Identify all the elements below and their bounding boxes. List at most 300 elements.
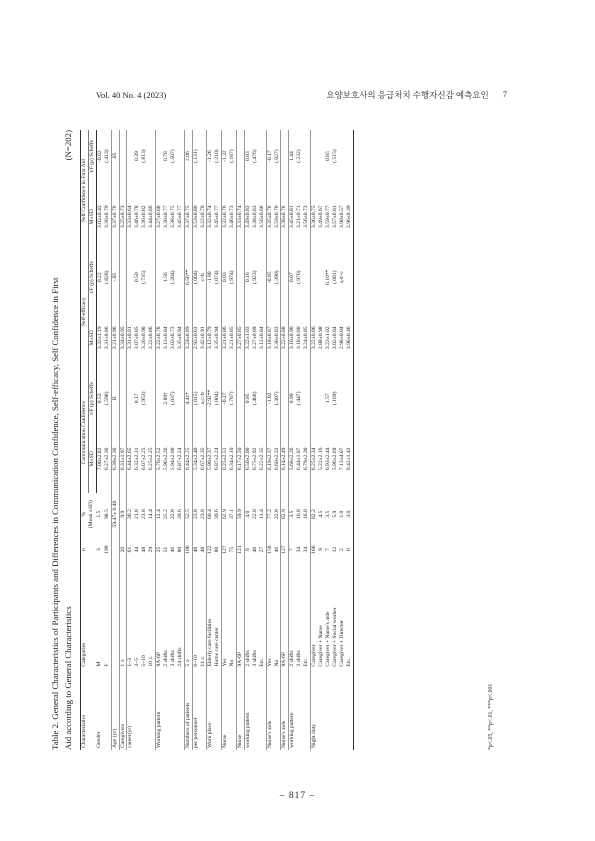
- table-cell: 6.25±2.34: [311, 424, 318, 493]
- table-cell: 6.93±2.44: [324, 447, 331, 471]
- table-cell: 27: [258, 546, 265, 553]
- table-cell: 3.13±0.84: [162, 326, 169, 350]
- table-cell: (.953): [141, 391, 148, 406]
- table-cell: 3.21±0.85: [229, 326, 236, 350]
- table-cell: 5.70±2.52: [156, 424, 163, 493]
- col-tf: t/F (p) Scheffe: [88, 372, 96, 424]
- table-cell: 6.79±2.30: [303, 447, 310, 471]
- table-cell: 0.78: [162, 151, 169, 162]
- table-cell: 44: [134, 546, 141, 553]
- table-cell: 6.17±2.50: [237, 424, 245, 493]
- table-cell: 3.45±0.81: [289, 182, 296, 251]
- table-cell: 3.33±0.74: [237, 182, 245, 251]
- journal-volume: Vol. 40 No. 4 (2023): [96, 90, 167, 100]
- table-cell: [237, 130, 245, 182]
- table-cell: [318, 669, 325, 750]
- table-cell: 3.34±0.95: [119, 303, 127, 372]
- table-cell: 3.12±0.84: [258, 326, 265, 350]
- table-cell: 4.5: [318, 510, 324, 518]
- table-cell: 0.17: [134, 393, 141, 404]
- table-cell: 3.22±0.88: [281, 303, 289, 372]
- table-cell: [346, 251, 353, 303]
- table-row: [229, 130, 236, 750]
- table-cell: per personnel: [192, 669, 199, 750]
- table-cell: 3.24±0.89: [184, 303, 192, 372]
- col-tf: t/F (p) Scheffe: [88, 130, 96, 182]
- table-cell: 6.32±2.31: [134, 447, 141, 471]
- table-cell: 3.12±0.79: [207, 303, 214, 372]
- table-cell: (.169): [331, 391, 338, 406]
- table-row: [207, 130, 214, 750]
- table-cell: 7: [289, 535, 296, 564]
- rotated-table-region: [50, 130, 500, 750]
- sample-size: (N=202): [63, 130, 73, 161]
- table-footnote: *p<.05, **p<.01, ***p<.001: [488, 683, 494, 750]
- table-cell: 3.57±0.81: [331, 205, 338, 229]
- table-cell: 6.56**: [184, 251, 192, 303]
- table-cell: 3.27±0.89: [251, 326, 258, 350]
- table-row: [104, 130, 111, 750]
- table-cell: 3.21±0.71: [296, 205, 303, 229]
- table-cell: 14.4: [148, 509, 155, 520]
- table-cell: 5.22±2.16: [318, 447, 324, 471]
- table-cell: 3.56±0.66: [258, 205, 265, 229]
- table-caption: Table 2. General Characteristics of Participants and Differences in Communication Confidence, Self-efficacy, Self Confidence in First: [50, 277, 60, 750]
- table-cell: 127: [281, 535, 289, 564]
- table-row: [170, 130, 177, 750]
- table-cell: M: [96, 661, 103, 667]
- table-cell: 5.68±2.26: [289, 424, 296, 493]
- table-cell: 34: [303, 546, 310, 553]
- table-cell: working pattern: [289, 669, 296, 750]
- col-msd: M±SD: [88, 303, 96, 372]
- table-cell: [281, 130, 289, 182]
- table-cell: 3.30±0.83: [273, 326, 280, 350]
- table-cell: 6.22±2.35: [258, 447, 265, 471]
- table-cell: 22.8: [169, 509, 176, 520]
- table-cell: 0.85: [244, 372, 251, 424]
- table-cell: 3.49±0.67: [318, 205, 324, 229]
- table-cell: (.476): [251, 149, 258, 163]
- table-cell: working pattern: [244, 669, 251, 750]
- table-cell: 2.98±0.04: [338, 326, 345, 350]
- table-cell: [156, 130, 163, 182]
- table-cell: 7: [324, 548, 331, 552]
- table-cell: 75: [229, 546, 236, 553]
- table-cell: 0.03: [222, 251, 229, 303]
- table-cell: (.210): [214, 149, 221, 163]
- table-row: [296, 130, 303, 750]
- table-cell: [303, 251, 310, 303]
- table-cell: 6.07±2.25: [141, 447, 148, 471]
- table-cell: 8: [244, 535, 251, 564]
- table-cell: 3.18±0.87: [266, 303, 273, 372]
- table-cell: 6.14±2.49: [281, 424, 289, 493]
- table-cell: 6.25±2.25: [148, 447, 155, 471]
- table-row: [96, 130, 103, 750]
- table-cell: 5.90±2.37: [207, 424, 214, 493]
- table-cell: [177, 130, 184, 182]
- table-cell: 3.03±0.73: [169, 326, 176, 350]
- table-row: [252, 130, 259, 750]
- table-cell: 6.10**: [324, 269, 331, 285]
- table-cell: 3.36±0.82: [141, 205, 148, 229]
- table-cell: (.735): [141, 270, 148, 284]
- table-cell: 3.0: [346, 493, 353, 535]
- table-cell: 80: [214, 546, 221, 553]
- table-cell: 3.07±0.85: [134, 326, 141, 350]
- table-cell: [156, 251, 163, 303]
- table-cell: (.074): [214, 270, 221, 284]
- table-cell: 48: [192, 535, 199, 564]
- table-cell: 5.34±2.40: [192, 424, 199, 493]
- table-cell: [339, 130, 346, 182]
- table-cell: 1.0: [338, 510, 345, 518]
- table-cell: 3.38±0.75: [169, 205, 176, 229]
- table-cell: 10 ≤: [148, 656, 155, 667]
- table-cell: 6.50±2.00: [244, 424, 251, 493]
- table-cell: (.004): [214, 391, 221, 406]
- table-cell: 3 shifts: [296, 650, 303, 667]
- table-cell: [281, 372, 289, 424]
- table-cell: 6.27±2.36: [103, 447, 110, 471]
- table-cell: [318, 251, 325, 303]
- table-cell: [346, 372, 353, 424]
- table-cell: Age (yr): [111, 669, 119, 750]
- table-row: [111, 130, 119, 750]
- table-cell: [259, 669, 266, 750]
- table-cell: B: [111, 372, 119, 424]
- table-row: [244, 130, 251, 750]
- table-cell: 29: [148, 546, 155, 553]
- table-cell: 34: [296, 546, 303, 553]
- table-cell: 3.90±0.57: [338, 205, 345, 229]
- table-cell: 3.32±1.19: [96, 326, 103, 350]
- table-cell: 3.45±0.77: [214, 205, 221, 229]
- table-row: [177, 130, 184, 750]
- table-cell: 6.44±2.65: [127, 424, 134, 493]
- table-cell: 23.8: [141, 509, 148, 520]
- table-row: [274, 130, 281, 750]
- table-cell: 59.9: [237, 493, 245, 535]
- table-row: [200, 130, 207, 750]
- table-cell: 3: [96, 548, 103, 552]
- table-cell: [148, 130, 155, 182]
- table-cell: 8.42±1.43: [346, 424, 353, 493]
- table-cell: (.131): [192, 130, 199, 182]
- table-cell: Working pattern: [156, 669, 163, 750]
- table-cell: 30.2: [127, 493, 134, 535]
- page-footer: – 817 –: [279, 791, 316, 801]
- table-cell: [148, 372, 155, 424]
- table-cell: 6.60±2.33: [273, 447, 280, 471]
- table-cell: -.05: [111, 251, 119, 303]
- table-cell: -1.02: [266, 372, 273, 424]
- table-cell: 3 shifts: [169, 650, 176, 667]
- table-row: [237, 130, 245, 750]
- table-cell: 5.94±2.00: [169, 447, 176, 471]
- table-cell: [311, 251, 318, 303]
- table-cell: 3.33±0.64: [127, 182, 134, 251]
- table-cell: 6.19±2.37: [266, 424, 273, 493]
- table-cell: 3.38±0.76: [281, 182, 289, 251]
- table-row: [325, 130, 332, 750]
- table-cell: .05: [111, 130, 119, 182]
- table-row: [332, 130, 339, 750]
- table-cell: 3.18±0.80: [296, 326, 303, 350]
- table-cell: 3.46±0.78: [134, 205, 141, 229]
- table-cell: Caregiver: [311, 564, 318, 668]
- table-cell: [127, 130, 134, 182]
- table-cell: -0.27: [222, 372, 229, 424]
- table-cell: 2: [338, 548, 345, 552]
- table-cell: 0.22: [96, 272, 103, 283]
- table-cell: Nurse's aide: [281, 669, 289, 750]
- table-cell: 3 shifts: [251, 650, 258, 667]
- col-msd: M±SD: [88, 424, 96, 493]
- table-cell: 3.30±0.77: [162, 205, 169, 229]
- table-cell: Etc.: [258, 657, 265, 667]
- table-cell: [170, 669, 177, 750]
- table-cell: (.413): [103, 149, 110, 163]
- table-cell: 82.2: [311, 493, 318, 535]
- table-cell: -0.85: [266, 251, 273, 303]
- table-cell: 3.10±0.90: [289, 303, 296, 372]
- table-cell: 51: [162, 546, 169, 553]
- table-cell: 13.4: [258, 509, 265, 520]
- table-cell: 48: [199, 546, 206, 553]
- group-first-aid: Self Confidence in First Aid: [81, 130, 89, 251]
- table-row: [289, 130, 296, 750]
- table-cell: Night duty: [311, 669, 318, 750]
- table-cell: Elderly care facilities: [207, 564, 214, 668]
- table-cell: (.515): [331, 149, 338, 163]
- table-cell: 3.46±0.73: [229, 205, 236, 229]
- table-cell: 0.53: [96, 393, 103, 404]
- table-cell: 3.27±0.68: [156, 182, 163, 251]
- table-cell: 6.44±2.25: [184, 424, 192, 493]
- table-cell: Caregiver + Social worker: [331, 607, 338, 667]
- table-cell: 3.22±0.86: [311, 303, 318, 372]
- table-cell: 166: [311, 535, 318, 564]
- table-cell: [311, 372, 318, 424]
- table-cell: 7.13±4.07: [338, 447, 345, 471]
- table-cell: Numbers of patients: [184, 669, 192, 750]
- table-cell: 2 shifts: [244, 564, 251, 668]
- table-cell: -0.62: [96, 150, 103, 162]
- table-cell: [141, 669, 148, 750]
- table-cell: (.507): [169, 149, 176, 163]
- col-percent-sub: (Mean ±SD): [87, 500, 94, 529]
- table-cell: -2.92**: [207, 372, 214, 424]
- table-cell: 106: [184, 535, 192, 564]
- table-row: [163, 130, 170, 750]
- table-cell: 3.45±0.77: [176, 205, 183, 229]
- table-cell: 2.96±0.39: [346, 182, 353, 251]
- table-cell: 2.89†: [162, 392, 169, 405]
- table-cell: 9.9: [119, 493, 127, 535]
- table-cell: 52.5: [184, 493, 192, 535]
- table-cell: 98.5: [103, 509, 110, 520]
- table-cell: (.027): [273, 149, 280, 163]
- table-cell: [259, 251, 266, 303]
- table-cell: 12.4: [156, 493, 163, 535]
- table-cell: 6.75±2.92: [251, 447, 258, 471]
- table-cell: 3.59±0.70: [273, 205, 280, 229]
- table-row: [184, 130, 192, 750]
- table-cell: 0.07: [289, 251, 296, 303]
- table-cell: [346, 669, 353, 750]
- table-cell: 3.35±0.94: [176, 326, 183, 350]
- table-cell: 3.02±0.43: [96, 205, 103, 229]
- table-cell: (.598): [103, 391, 110, 406]
- table-cell: Home care center: [214, 627, 221, 667]
- table-cell: 127: [222, 535, 229, 564]
- table-cell: 9A-6P: [281, 564, 289, 668]
- table-cell: 6.31±1.97: [119, 424, 127, 493]
- table-cell: [127, 372, 134, 424]
- table-cell: [346, 130, 353, 182]
- table-cell: 5.9: [331, 510, 338, 518]
- table-cell: No: [273, 659, 280, 667]
- table-cell: 3.44±0.86: [148, 205, 155, 229]
- table-cell: 2.06: [184, 130, 192, 182]
- table-cell: 3.59±0.77: [324, 205, 331, 229]
- table-cell: 3.21±0.86: [222, 303, 229, 372]
- col-categories: Categories: [81, 564, 97, 668]
- table-caption-continued: Aid according to General Characteristics: [63, 606, 73, 750]
- table-cell: [119, 130, 127, 182]
- table-cell: 3.37±0.76: [111, 182, 119, 251]
- table-cell: Yes: [222, 564, 229, 668]
- table-cell: 9A-6P: [156, 564, 163, 668]
- table-cell: Work place: [207, 669, 214, 750]
- table-cell: 46: [169, 546, 176, 553]
- table-cell: 16.8: [296, 509, 303, 520]
- table-row: [127, 130, 134, 750]
- table-cell: 6.44±1.87: [296, 447, 303, 471]
- table-cell: [339, 669, 346, 750]
- table-cell: [259, 130, 266, 182]
- table-cell: career(yr): [127, 669, 134, 750]
- col-percent-label: %: [81, 511, 87, 517]
- table-cell: 22.8: [273, 509, 280, 520]
- table-cell: 3.22±0.86: [148, 326, 155, 350]
- table-cell: [177, 251, 184, 303]
- journal-title: 요양보호사의 응급처치 수행자신감 예측요인: [326, 90, 489, 100]
- table-cell: Nurse's aide: [266, 669, 273, 750]
- table-cell: 25.2: [162, 509, 169, 520]
- table-cell: a,d>c: [338, 271, 345, 284]
- table-cell: (.204): [169, 270, 176, 284]
- table-cell: a,c>b: [199, 392, 206, 405]
- table-cell: (.187): [229, 149, 236, 163]
- table-cell: [200, 130, 207, 182]
- table-cell: [119, 251, 127, 303]
- table-row: [214, 130, 221, 750]
- table-cell: 3.35±0.94: [214, 326, 221, 350]
- table-cell: 5.96±2.69: [331, 447, 338, 471]
- col-msd: M±SD: [88, 182, 96, 251]
- table-cell: 0.50: [134, 272, 141, 283]
- table-cell: 6~10: [192, 564, 199, 668]
- table-cell: 39.6: [176, 509, 183, 520]
- table-cell: 1~3: [127, 564, 134, 668]
- table-cell: 6.87±2.24: [176, 447, 183, 471]
- table-cell: c>b: [199, 273, 206, 282]
- table-cell: 3.24±0.85: [303, 326, 310, 350]
- table-cell: [318, 372, 325, 424]
- table-cell: 0.16: [244, 251, 251, 303]
- table-row: [281, 130, 289, 750]
- table-cell: 121: [237, 535, 245, 564]
- table-cell: F: [103, 663, 110, 667]
- table-cell: 9: [318, 548, 324, 552]
- table-cell: 3.32±0.74: [207, 182, 214, 251]
- table-cell: (.787): [229, 391, 236, 406]
- table-cell: [325, 669, 332, 750]
- table-cell: [311, 130, 318, 182]
- table-cell: [318, 130, 325, 182]
- table-cell: 3.21±0.96: [111, 303, 119, 372]
- table-cell: 6: [346, 535, 353, 564]
- table-row: [266, 130, 273, 750]
- table-cell: [237, 251, 245, 303]
- table-cell: 3.37±0.75: [184, 182, 192, 251]
- table-cell: (.828): [103, 270, 110, 284]
- table-cell: (.390): [273, 270, 280, 284]
- page-number: 7: [502, 89, 507, 99]
- table-cell: 4.0: [244, 493, 251, 535]
- table-cell: 1.44: [289, 130, 296, 182]
- table-cell: 3.31±0.81: [127, 303, 134, 372]
- table-cell: Caregivers: [119, 669, 127, 750]
- running-header: [96, 88, 507, 102]
- table-cell: 77.2: [266, 493, 273, 535]
- table-row: [339, 130, 346, 750]
- table-row: [141, 130, 148, 750]
- table-cell: [274, 669, 281, 750]
- table-cell: (.232): [296, 149, 303, 163]
- table-cell: 0.83: [244, 130, 251, 182]
- table-cell: 23.8: [192, 493, 199, 535]
- table-cell: [177, 372, 184, 424]
- table-cell: 2.92±0.63: [192, 303, 199, 372]
- table-cell: [177, 669, 184, 750]
- table-cell: Caregiver + Nurse: [318, 625, 324, 667]
- table-cell: 62.9: [281, 493, 289, 535]
- table-row: [134, 130, 141, 750]
- table-cell: 46: [273, 546, 280, 553]
- table-cell: 3.32±0.76: [222, 182, 229, 251]
- table-row: [303, 130, 310, 750]
- table-cell: -1.26: [207, 130, 214, 182]
- table-cell: [259, 372, 266, 424]
- table-cell: 199: [103, 545, 110, 554]
- table-cell: 48: [141, 546, 148, 553]
- table-cell: [214, 669, 221, 750]
- col-characteristics: Characteristics: [81, 669, 97, 750]
- table-cell: No: [229, 659, 236, 667]
- characteristics-table: [80, 130, 354, 750]
- table-cell: [148, 669, 155, 750]
- table-cell: [303, 372, 310, 424]
- table-cell: 3.20±0.90: [141, 326, 148, 350]
- col-percent: [81, 493, 97, 535]
- table-cell: 3.36±0.75: [311, 182, 318, 251]
- table-cell: [339, 372, 346, 424]
- table-cell: [163, 669, 170, 750]
